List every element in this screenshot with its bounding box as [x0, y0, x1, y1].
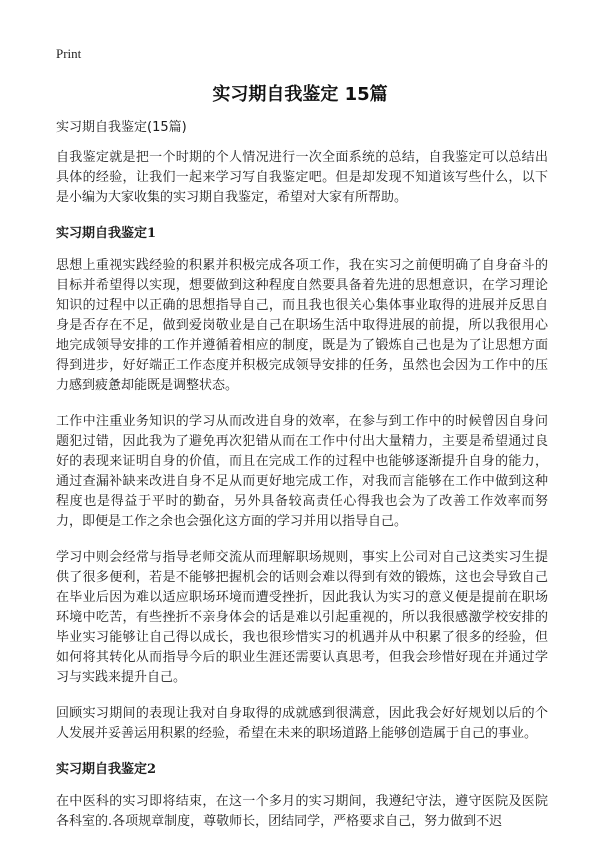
document-subtitle: 实习期自我鉴定(15篇): [56, 120, 187, 135]
intro-paragraph: 自我鉴定就是把一个时期的个人情况进行一次全面系统的总结，自我鉴定可以总结出具体的经验，让我们一起来学习写自我鉴定吧。但是却发现不知道该写些什么，以下是小编为大家收集的实习期自我鉴定，希望对大家有所帮助。: [56, 150, 548, 205]
section-heading: 实习期自我鉴定1: [56, 226, 157, 241]
section-paragraph: 工作中注重业务知识的学习从而改进自身的效率，在参与到工作中的时候曾因自身问题犯过错，因此我为了避免再次犯错从而在工作中付出大量精力，主要是希望通过良好的表现来证明自身的价值，而且在完成工作的过程中也能够逐渐提升自身的能力，通过查漏补缺来改进自身不足从而更好地完成工作，对我而言能够在工作中做到这种程度也是得益于平时的勤奋，另外具备较高责任心得我也会为了改善工作效率而努力，即便是工作之余也会强化这方面的学习并用以指导自己。: [56, 414, 548, 529]
section-paragraph: 在中医科的实习即将结束，在这一个多月的实习期间，我遵纪守法，遵守医院及医院各科室的.各项规章制度，尊敬师长，团结同学，严格要求自己，努力做到不迟: [56, 794, 548, 829]
page-title: 实习期自我鉴定 15篇: [212, 84, 388, 105]
section-paragraph: 回顾实习期间的表现让我对自身取得的成就感到很满意，因此我会好好规划以后的个人发展并妥善运用积累的经验，希望在未来的职场道路上能够创造属于自己的事业。: [56, 706, 548, 741]
document-body: [56, 118, 548, 848]
section-paragraph: 学习中则会经常与指导老师交流从而理解职场规则，事实上公司对自己这类实习生提供了很多便利，若是不能够把握机会的话则会难以得到有效的锻炼，这也会导致自己在毕业后因为难以适应职场环境而遭受挫折，因此我认为实习的意义便是提前在职场环境中吃苦，有些挫折不亲身体会的话是难以引起重视的，所以我很感激学校安排的毕业实习能够让自己得以成长，我也很珍惜实习的机遇并从中积累了很多的经验，但如何将其转化从而指导今后的职业生涯还需要认真思考，但我会珍惜好现在并通过学习与实践来提升自己。: [56, 550, 548, 685]
print-link[interactable]: Print: [56, 46, 82, 61]
section-heading: 实习期自我鉴定2: [56, 762, 157, 777]
section-paragraph: 思想上重视实践经验的积累并积极完成各项工作，我在实习之前便明确了自身奋斗的目标并希望得以实现，想要做到这种程度自然要具备着先进的思想意识，在学习理论知识的过程中以正确的思想指导自己，而且我也很关心集体事业取得的进展并反思自身是否存在不足，做到爱岗敬业是自己在职场生活中取得进展的前提，所以我很用心地完成领导安排的工作并遵循着相应的制度，既是为了锻炼自己也是为了让思想方面得到进步，好好端正工作态度并积极完成领导安排的任务，虽然也会因为工作中的压力感到疲惫却能既是调整状态。: [56, 258, 548, 393]
